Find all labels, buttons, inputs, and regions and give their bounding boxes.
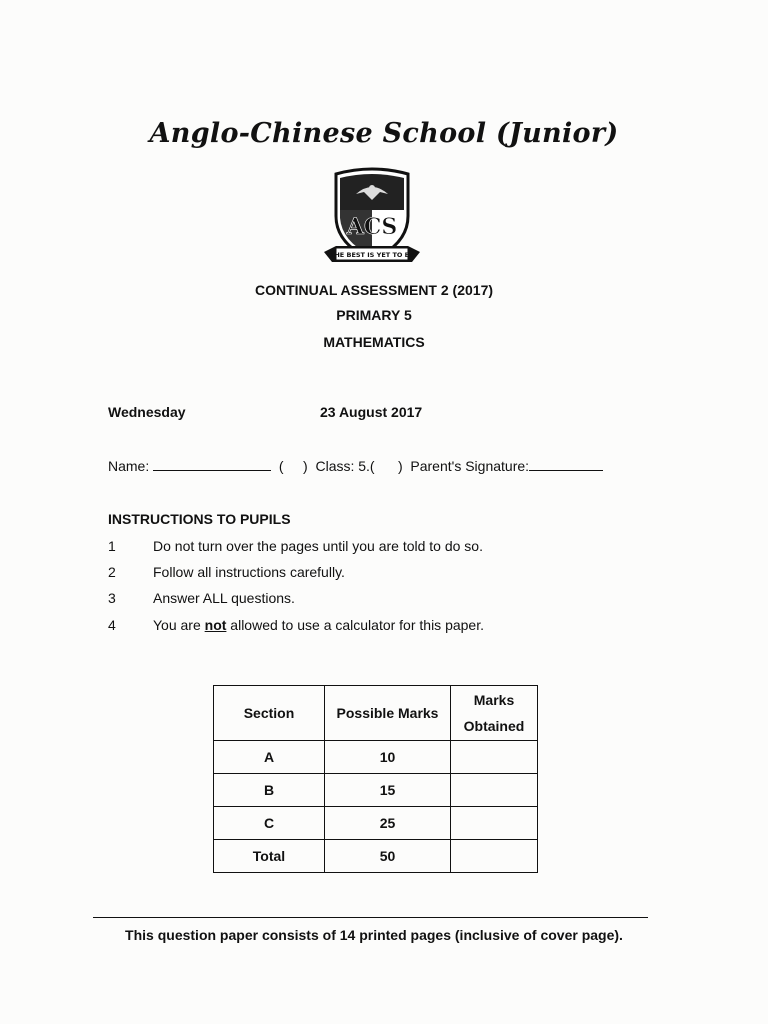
crest-initials: ACS — [346, 214, 398, 240]
exam-day: Wednesday — [108, 404, 186, 420]
footer-divider — [93, 917, 648, 918]
marks-table-header-row — [214, 686, 538, 741]
name-blank[interactable] — [153, 458, 271, 471]
marks-obtained-cell[interactable] — [451, 741, 538, 774]
instruction-number: 3 — [108, 590, 116, 606]
parent-signature-blank[interactable] — [529, 458, 603, 471]
instruction-number: 4 — [108, 617, 116, 633]
marks-obtained-cell[interactable] — [451, 807, 538, 840]
name-label: Name: — [108, 458, 150, 474]
section-cell: Total — [214, 840, 325, 873]
instruction-text: Follow all instructions carefully. — [153, 564, 345, 580]
marks-obtained-cell[interactable] — [451, 840, 538, 873]
header-section: Section — [214, 686, 325, 741]
table-row — [214, 774, 538, 807]
school-name: Anglo-Chinese School (Junior) — [149, 118, 619, 149]
table-row — [214, 741, 538, 774]
instruction-number: 1 — [108, 538, 116, 554]
section-cell: B — [214, 774, 325, 807]
pupil-details-line — [108, 458, 603, 474]
section-cell: C — [214, 807, 325, 840]
exam-title: CONTINUAL ASSESSMENT 2 (2017) — [254, 282, 494, 298]
header-marks-obtained: Marks Obtained — [451, 686, 538, 741]
instruction-text: Do not turn over the pages until you are told to do so. — [153, 538, 483, 554]
possible-marks-cell: 25 — [325, 807, 451, 840]
possible-marks-cell: 15 — [325, 774, 451, 807]
page-count-note: This question paper consists of 14 printed pages (inclusive of cover page). — [125, 927, 623, 943]
section-cell: A — [214, 741, 325, 774]
parent-signature-label: ) Parent's Signature: — [397, 458, 530, 474]
instruction-emphasis: not — [204, 617, 227, 633]
table-row — [214, 840, 538, 873]
marks-table — [213, 685, 538, 873]
exam-level: PRIMARY 5 — [336, 307, 412, 323]
instruction-text — [153, 617, 484, 633]
exam-subject: MATHEMATICS — [323, 334, 425, 350]
exam-date: 23 August 2017 — [320, 404, 423, 420]
table-row — [214, 807, 538, 840]
possible-marks-cell: 10 — [325, 741, 451, 774]
instructions-heading: INSTRUCTIONS TO PUPILS — [108, 511, 291, 527]
crest-motto: THE BEST IS YET TO BE — [329, 251, 415, 259]
register-open-paren: ( — [278, 458, 284, 474]
marks-obtained-cell[interactable] — [451, 774, 538, 807]
instruction-text: Answer ALL questions. — [153, 590, 295, 606]
header-possible-marks: Possible Marks — [325, 686, 451, 741]
instruction-text-pre: You are — [153, 617, 205, 633]
instruction-text-post: allowed to use a calculator for this paper. — [226, 617, 484, 633]
class-label: ) Class: 5.( — [303, 458, 375, 474]
possible-marks-cell: 50 — [325, 840, 451, 873]
instruction-number: 2 — [108, 564, 116, 580]
school-crest-logo — [322, 166, 422, 272]
